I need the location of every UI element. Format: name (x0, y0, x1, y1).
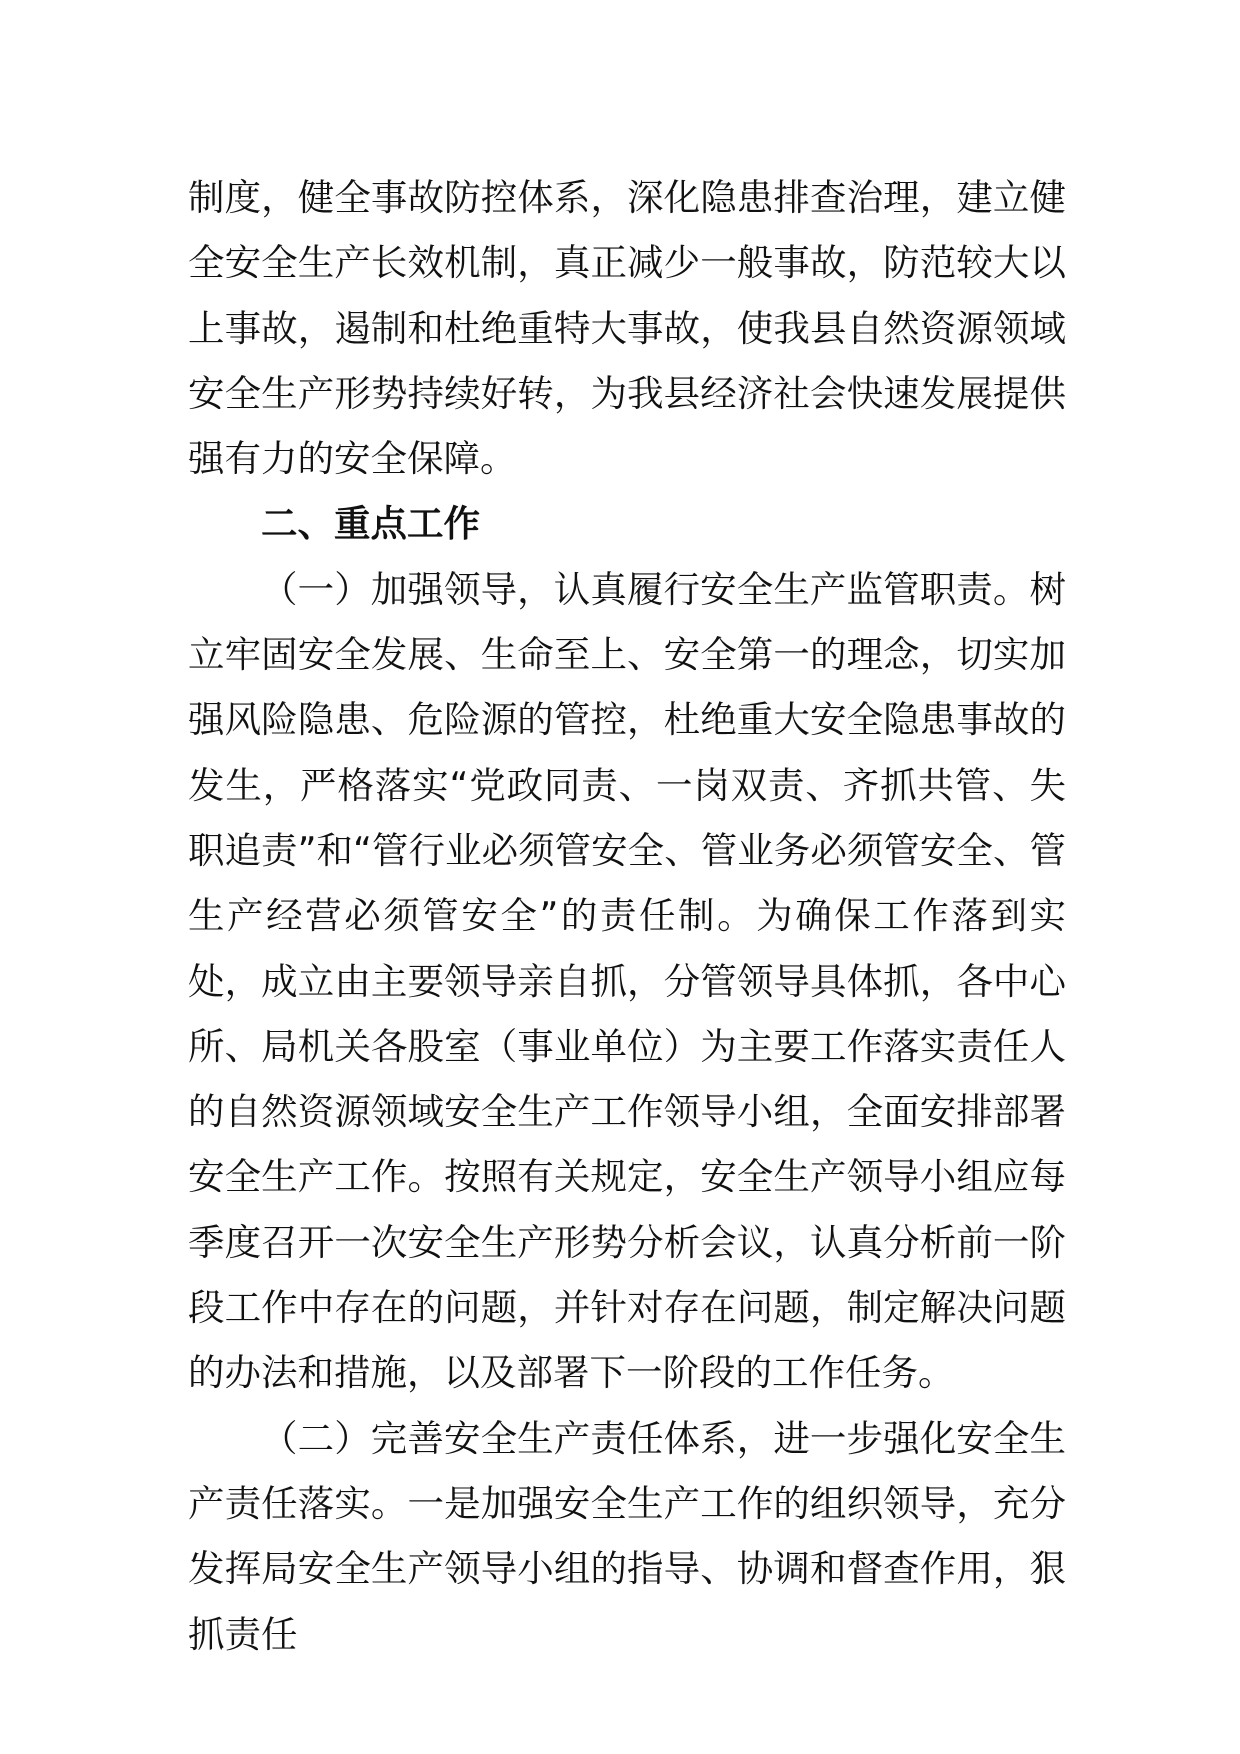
paragraph-continuation: 制度，健全事故防控体系，深化隐患排查治理，建立健全安全生产长效机制，真正减少一般事故，防范较大以上事故，遏制和杜绝重特大事故，使我县自然资源领域安全生产形势持续好转，为我县经济社会快速发展提供强有力的安全保障。 (188, 176, 1066, 481)
paragraph-item-2: （二）完善安全生产责任体系，进一步强化安全生产责任落实。一是加强安全生产工作的组织领导，充分发挥局安全生产领导小组的指导、协调和督查作用，狠抓责任 (188, 1416, 1066, 1656)
section-heading: 二、重点工作 (261, 502, 480, 546)
document-body (188, 165, 1066, 1667)
paragraph-item-1: （一）加强领导，认真履行安全生产监管职责。树立牢固安全发展、生命至上、安全第一的理念，切实加强风险隐患、危险源的管控，杜绝重大安全隐患事故的发生，严格落实“党政同责、一岗双责、齐抓共管、失职追责”和“管行业必须管安全、管业务必须管安全、管生产经营必须管安全”的责任制。为确保工作落到实处，成立由主要领导亲自抓，分管领导具体抓，各中心所、局机关各股室（事业单位）为主要工作落实责任人的自然资源领域安全生产工作领导小组，全面安排部署安全生产工作。按照有关规定，安全生产领导小组应每季度召开一次安全生产形势分析会议，认真分析前一阶段工作中存在的问题，并针对存在问题，制定解决问题的办法和措施，以及部署下一阶段的工作任务。 (188, 567, 1066, 1395)
